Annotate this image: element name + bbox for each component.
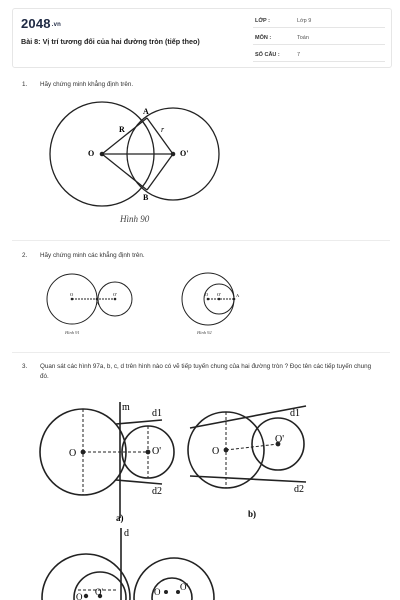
label-o: O xyxy=(212,446,220,457)
label-o-prime: O' xyxy=(152,446,162,457)
point-o-prime xyxy=(171,152,176,157)
question-text: Quan sát các hình 97a, b, c, d trên hình nào có vẽ tiếp tuyến chung của hai đường tròn ? Đọc tên các tiếp tuyến chung đó. xyxy=(40,363,372,380)
figure-caption: b) xyxy=(248,509,257,519)
meta-value: Lớp 9 xyxy=(297,18,312,24)
point-o xyxy=(81,450,86,455)
label-o: O xyxy=(69,448,77,459)
question-text: Hãy chứng minh khẳng định trên. xyxy=(40,81,134,88)
point-o-prime xyxy=(146,450,151,455)
label-m: m xyxy=(122,402,130,413)
point-o xyxy=(164,590,168,594)
point-o-prime xyxy=(218,298,221,301)
label-o: O xyxy=(70,292,74,297)
question-1 xyxy=(22,80,382,92)
point-o xyxy=(224,448,229,453)
lesson-header xyxy=(12,8,392,68)
point-a xyxy=(233,298,236,301)
label-o-prime: O' xyxy=(113,292,118,297)
logo-suffix: .vn xyxy=(51,21,62,28)
point-o xyxy=(207,298,210,301)
label-o: O xyxy=(76,592,83,600)
figure-caption: a) xyxy=(116,513,124,523)
label-o-prime: O' xyxy=(275,434,285,445)
label-b: B xyxy=(143,193,149,202)
meta-value: 7 xyxy=(297,52,301,58)
figure-92 xyxy=(175,272,255,342)
label-o: O xyxy=(154,587,161,597)
meta-row-subject xyxy=(253,32,385,45)
line-d1 xyxy=(116,420,162,424)
meta-row-count xyxy=(253,49,385,62)
meta-value: Toán xyxy=(297,35,309,41)
lesson-title: Bài 8: Vị trí tương đối của hai đường tròn (tiếp theo) xyxy=(21,37,200,46)
label-d1: d1 xyxy=(290,408,300,419)
label-d2: d2 xyxy=(294,484,304,495)
label-d1: d1 xyxy=(152,408,162,419)
label-o-prime: O' xyxy=(180,582,189,592)
figure-caption: Hình 90 xyxy=(120,214,150,224)
figure-90 xyxy=(40,96,230,231)
question-number: 2. xyxy=(22,252,28,259)
label-a: A xyxy=(236,293,240,298)
label-o-prime: O' xyxy=(180,149,189,158)
divider xyxy=(12,352,390,353)
point-o xyxy=(100,152,105,157)
figure-caption: Hình 92 xyxy=(197,330,212,335)
question-3 xyxy=(22,362,382,386)
question-number: 1. xyxy=(22,81,28,88)
site-logo[interactable] xyxy=(21,16,61,31)
question-text: Hãy chứng minh các khẳng định trên. xyxy=(40,252,145,259)
label-r-big: R xyxy=(119,125,125,134)
question-2 xyxy=(22,251,382,263)
point-o xyxy=(84,594,88,598)
point-o-prime xyxy=(114,298,117,301)
label-a: A xyxy=(96,301,100,306)
label-o-prime: O' xyxy=(217,292,222,297)
point-a xyxy=(96,298,99,301)
segment-ob xyxy=(102,154,147,190)
point-o xyxy=(71,298,74,301)
figure-97c xyxy=(38,524,128,600)
line-d2 xyxy=(116,480,162,484)
segment-oa xyxy=(102,118,147,154)
logo-text: 2048 xyxy=(21,16,51,31)
label-o-prime: O' xyxy=(95,587,104,597)
label-d: d xyxy=(124,528,129,539)
figure-91 xyxy=(40,272,140,342)
label-o: O xyxy=(205,292,209,297)
label-o: O xyxy=(88,149,95,158)
figure-97b xyxy=(186,396,316,524)
label-a: A xyxy=(143,107,149,116)
divider xyxy=(12,240,390,241)
circle-o xyxy=(134,558,214,600)
label-d2: d2 xyxy=(152,486,162,497)
figure-caption: Hình 91 xyxy=(65,330,80,335)
figure-97a xyxy=(38,396,178,524)
figure-97d xyxy=(128,548,218,600)
meta-key: MÔN : xyxy=(255,35,272,41)
question-number: 3. xyxy=(22,363,28,370)
label-r-small: r xyxy=(161,125,165,134)
meta-row-class xyxy=(253,15,385,28)
meta-key: SỐ CÂU : xyxy=(255,52,280,58)
meta-key: LỚP : xyxy=(255,18,270,24)
